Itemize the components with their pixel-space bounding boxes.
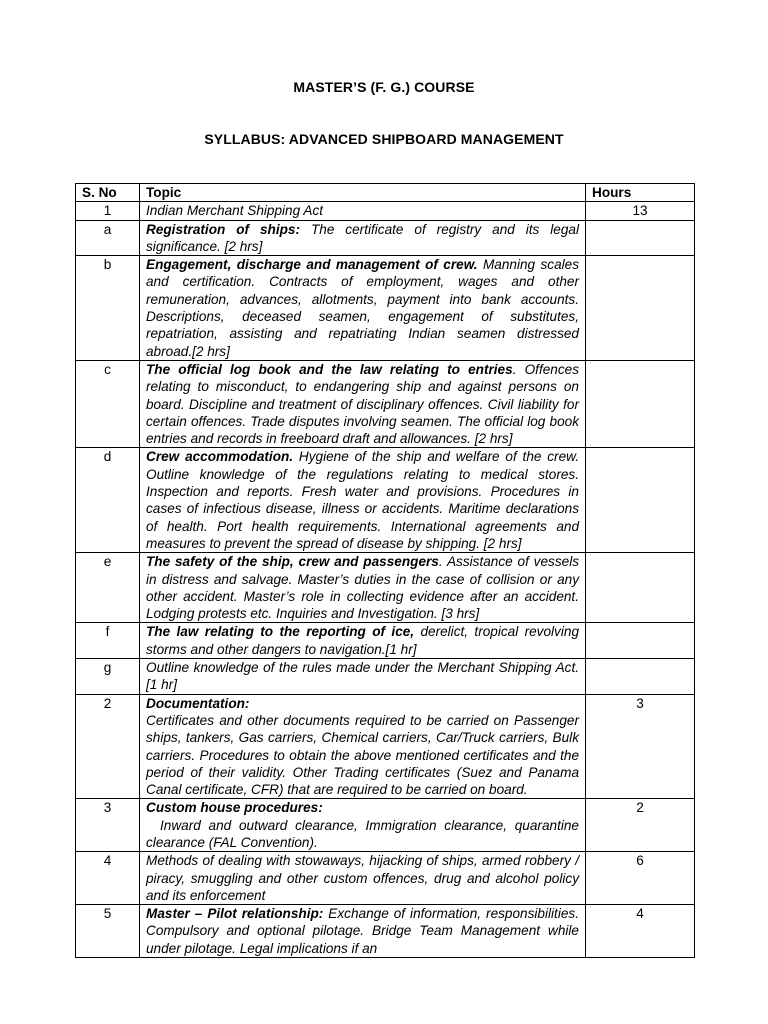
row-topic-heading: Registration of ships: [146,221,301,237]
row-topic-text: Hygiene of the ship and welfare of the crew. Outline knowledge of the regulations relating to medical stores. Inspection and reports. Fresh water and provisions. Procedures in cases of infectious disease, illness or accidents. Maritime declarations of health. Port health requirements. International agreements and measures to prevent the spread of disease by shipping. [2 hrs] [146,449,579,551]
row-topic [140,256,586,361]
row-topic-text: Inward and outward clearance, Immigration clearance, quarantine clearance (FAL Convention). [146,817,579,850]
table-row [76,553,695,623]
row-hours: 13 [586,202,695,220]
table-row [76,202,695,220]
document-title: MASTER’S (F. G.) COURSE [293,79,475,95]
table-row [76,905,695,958]
row-topic-heading: Crew accommodation. [146,449,294,465]
row-hours [586,659,695,695]
row-hours: 2 [586,799,695,852]
row-hours [586,360,695,447]
row-topic-text: Indian Merchant Shipping Act [146,203,324,219]
row-sno: f [76,623,140,659]
table-row [76,694,695,799]
table-row [76,256,695,361]
table-row [76,799,695,852]
row-topic-text: Outline knowledge of the rules made under the Merchant Shipping Act.[1 hr] [146,660,579,693]
row-topic-heading: Master – Pilot relationship: [146,906,324,922]
row-hours [586,623,695,659]
row-sno: e [76,553,140,623]
table-row [76,220,695,256]
row-topic [140,553,586,623]
row-hours [586,220,695,256]
row-topic-heading: The official log book and the law relating to entries [146,361,513,377]
row-sno: g [76,659,140,695]
header-sno: S. No [76,184,140,202]
row-sno: 1 [76,202,140,220]
row-topic [140,360,586,447]
document-subtitle: SYLLABUS: ADVANCED SHIPBOARD MANAGEMENT [204,131,564,147]
row-hours: 6 [586,852,695,905]
row-topic-text: . Assistance of vessels in distress and salvage. Master’s duties in the case of collision or any other accident. Master’s role in collecting evidence after an accident. Lodging protests etc. Inquiries and Investigation. [3 hrs] [146,554,580,622]
row-topic-heading: Documentation: [146,695,250,711]
row-topic [140,220,586,256]
row-topic [140,623,586,659]
row-topic-heading: Engagement, discharge and management of crew. [146,257,478,273]
row-topic-heading: Custom house procedures: [146,800,323,816]
row-topic [140,852,586,905]
table-row [76,852,695,905]
row-topic-text: The certificate of registry and its legal significance. [2 hrs] [146,221,579,254]
header-hours: Hours [586,184,695,202]
header-topic: Topic [140,184,586,202]
row-sno: a [76,220,140,256]
table-row [76,623,695,659]
table-row [76,448,695,553]
row-topic [140,659,586,695]
row-topic-heading: The law relating to the reporting of ice, [146,624,415,640]
row-sno: 5 [76,905,140,958]
row-sno: 3 [76,799,140,852]
row-hours: 3 [586,694,695,799]
row-topic-text: Manning scales and certification. Contracts of employment, wages and other remuneration, advances, allotments, payment into bank accounts. Descriptions, deceased seamen, engagement of substitutes, repatriation, assisting and repatriating Indian seamen distressed abroad.[2 hrs] [146,257,580,359]
row-topic-text: Exchange of information, responsibilities. Compulsory and optional pilotage. Bridge Team Management while under pilotage. Legal implications if an [146,906,579,956]
row-topic [140,694,586,799]
row-topic-text: Certificates and other documents required to be carried on Passenger ships, tankers, Gas carriers, Chemical carriers, Car/Truck carriers, Bulk carriers. Procedures to obtain the above mentioned certificates and the period of their validity. Other Trading certificates (Suez and Panama Canal certificate, CFR) that are required to be carried on board. [146,712,579,798]
row-hours [586,448,695,553]
row-hours [586,256,695,361]
row-topic [140,905,586,958]
row-topic-text: Methods of dealing with stowaways, hijacking of ships, armed robbery / piracy, smuggling and other custom offences, drug and alcohol policy and its enforcement [146,853,579,903]
row-topic [140,202,586,220]
row-hours: 4 [586,905,695,958]
table-row [76,659,695,695]
row-topic-text: derelict, tropical revolving storms and other dangers to navigation.[1 hr] [146,624,579,657]
row-topic [140,799,586,852]
row-sno: b [76,256,140,361]
row-hours [586,553,695,623]
row-topic-text: . Offences relating to misconduct, to endangering ship and against persons on board. Discipline and treatment of disciplinary offences. Civil liability for certain offences. Trade disputes involving seamen. The official log book entries and records in freeboard draft and allowances. [2 hrs] [146,361,579,447]
table-row [76,360,695,447]
row-topic [140,448,586,553]
row-sno: d [76,448,140,553]
table-header-row [76,184,695,202]
row-sno: 4 [76,852,140,905]
row-topic-heading: The safety of the ship, crew and passengers [146,554,439,570]
row-sno: 2 [76,694,140,799]
syllabus-table [75,183,695,958]
row-sno: c [76,360,140,447]
